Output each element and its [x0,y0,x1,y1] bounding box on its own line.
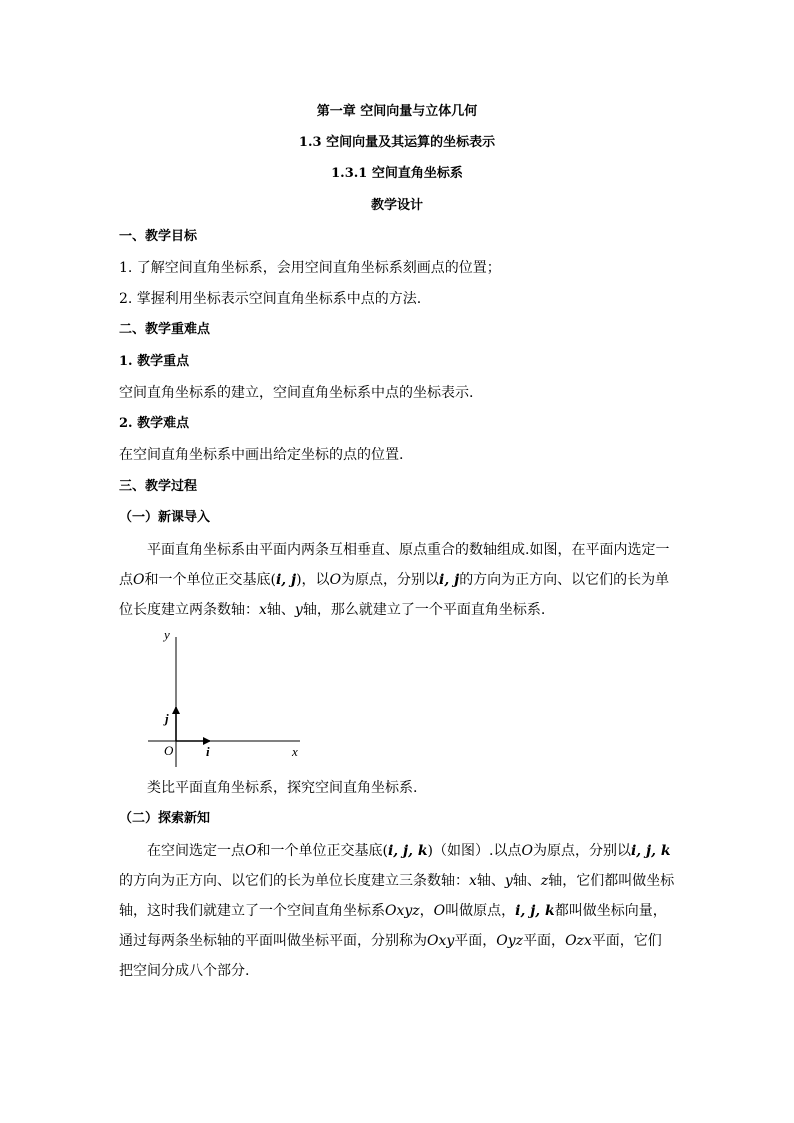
i-label: i [206,744,210,759]
part-2-heading: （二）探索新知 [119,811,211,826]
origin-label: O [164,743,174,758]
x-axis-label: x [292,744,298,759]
doc-type-title: 教学设计 [370,198,423,213]
objective-1: 1. 了解空间直角坐标系，会用空间直角坐标系刻画点的位置； [119,260,501,276]
difficulties-heading: 2. 教学难点 [119,416,190,431]
key-points-heading: 1. 教学重点 [119,354,190,369]
analogy-text: 类比平面直角坐标系，探究空间直角坐标系. [147,780,418,796]
section-title: 1.3 空间向量及其运算的坐标表示 [298,135,496,150]
part-1-heading: （一）新课导入 [119,510,211,525]
section-3-heading: 三、教学过程 [119,479,198,494]
y-axis-label: y [164,627,170,642]
j-label: j [165,711,169,726]
section-2-heading: 二、教学重难点 [119,322,211,337]
intro-paragraph: 平面直角坐标系由平面内两条互相垂直、原点重合的数轴组成.如图，在平面内选定一点O和一个单位正交基底(i, j)，以O为原点，分别以i, j的方向为正方向、以它们的长为单位长度建立两条数轴：x轴、y轴，那么就建立了一个平面直角坐标系. [119,542,670,618]
subsection-title: 1.3.1 空间直角坐标系 [331,166,463,181]
chapter-title: 第一章 空间向量与立体几何 [316,104,478,119]
key-points-text: 空间直角坐标系的建立，空间直角坐标系中点的坐标表示. [119,385,474,401]
section-1-heading: 一、教学目标 [119,229,198,244]
objective-2: 2. 掌握利用坐标表示空间直角坐标系中点的方法. [119,291,422,307]
explore-paragraph: 在空间选定一点O和一个单位正交基底(i, j, k)（如图）.以点O为原点，分别以i, j, k的方向为正方向、以它们的长为单位长度建立三条数轴：x轴、y轴、z轴，它们都叫做坐标轴，这时我们就建立了一个空间直角坐标系Oxyz，O叫做原点，i, j, k都叫做坐标向量，通过每两条坐标轴的平面叫做坐标平面，分别称为Oxy平面，Oyz平面，Ozx平面，它们把空间分成八个部分. [119,843,675,979]
difficulties-text: 在空间直角坐标系中画出给定坐标的点的位置. [119,447,404,463]
plane-coordinate-figure [140,625,310,770]
